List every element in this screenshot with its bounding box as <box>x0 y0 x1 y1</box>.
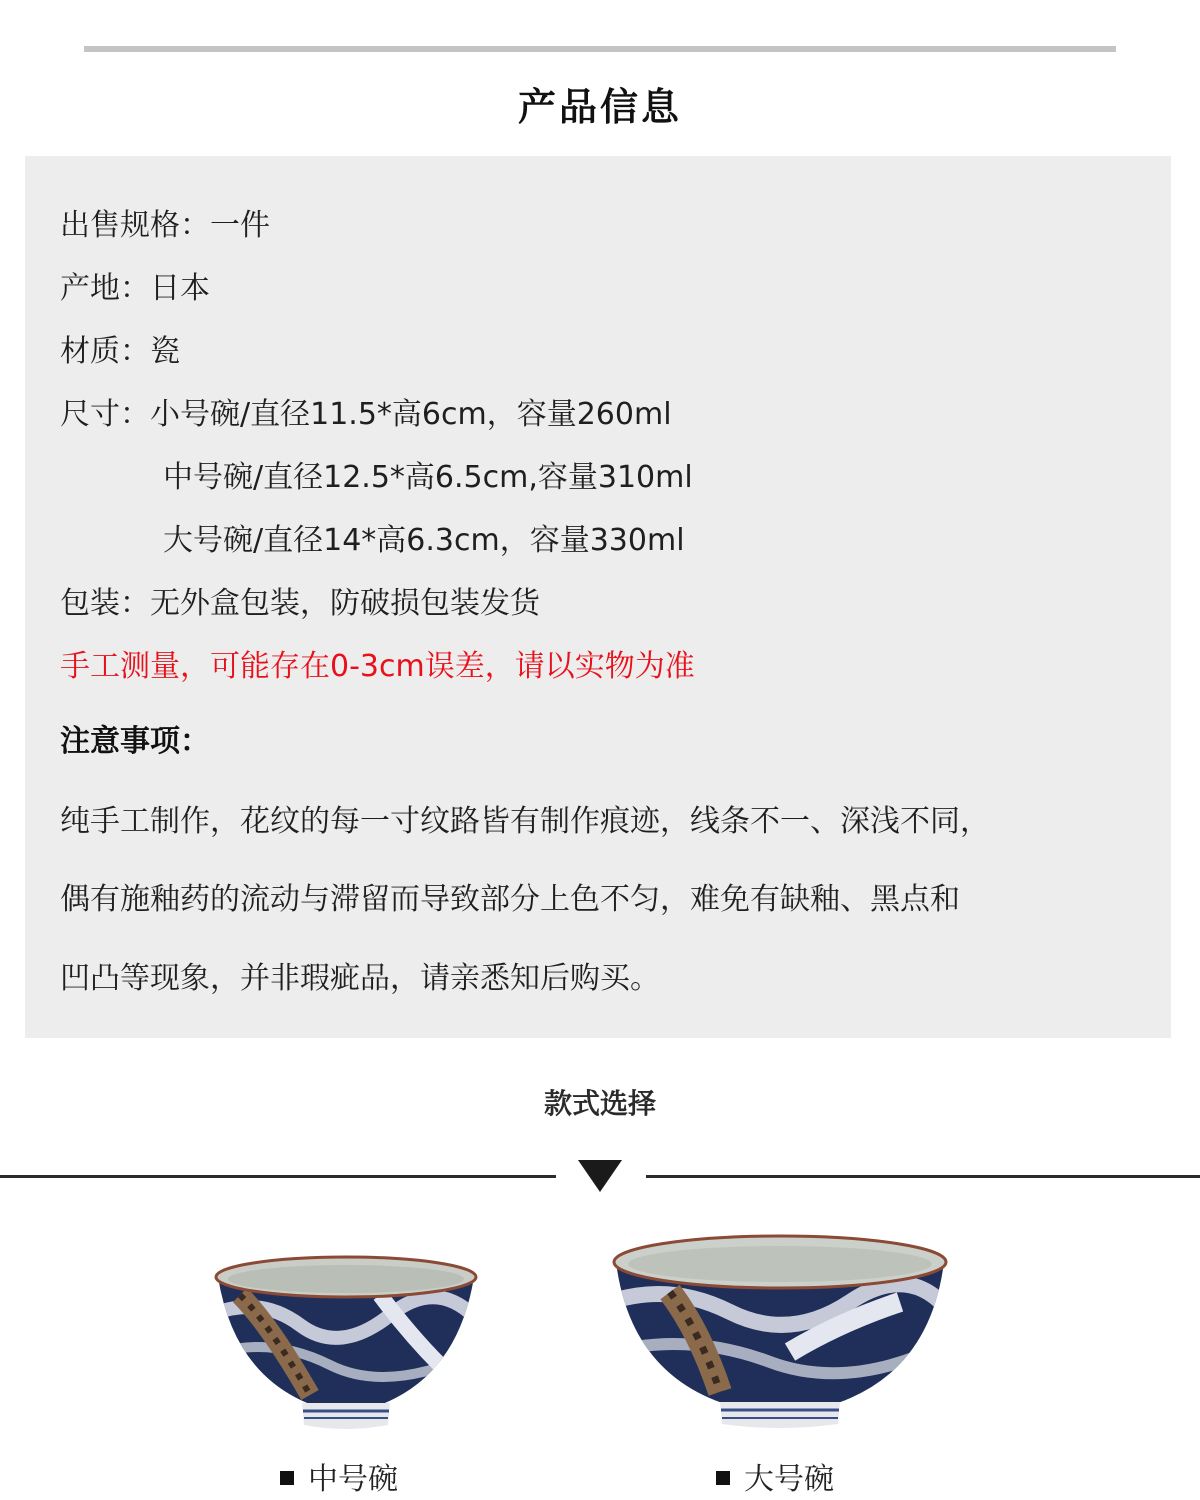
spec-sale <box>60 206 270 246</box>
spec-origin <box>60 269 210 309</box>
spec-packaging <box>60 584 540 624</box>
divider-left <box>0 1175 556 1178</box>
spec-material <box>60 332 180 372</box>
measurement-warning: 手工测量，可能存在0-3cm误差，请以实物为准 <box>60 649 695 684</box>
spec-size <box>60 395 672 435</box>
style-option-medium-label: 中号碗 <box>308 1462 398 1497</box>
style-option-large[interactable] <box>716 1462 834 1498</box>
bowl-koi-large-image[interactable] <box>610 1232 950 1432</box>
spec-material-value: 瓷 <box>150 334 180 369</box>
notes-line-1: 纯手工制作，花纹的每一寸纹路皆有制作痕迹，线条不一、深浅不同， <box>60 804 990 839</box>
spec-size-line-small: 小号碗/直径11.5*高6cm，容量260ml <box>150 397 672 432</box>
spec-packaging-value: 无外盒包装，防破损包装发货 <box>150 586 540 621</box>
spec-origin-label: 产地： <box>60 271 150 306</box>
square-bullet-icon <box>716 1471 730 1485</box>
triangle-down-icon <box>578 1160 622 1192</box>
notes-heading: 注意事项： <box>60 724 210 759</box>
spec-material-label: 材质： <box>60 334 150 369</box>
product-info-panel <box>25 156 1171 1038</box>
spec-size-line-large: 大号碗/直径14*高6.3cm，容量330ml <box>163 523 685 558</box>
divider-right <box>646 1175 1200 1178</box>
spec-size-label: 尺寸： <box>60 397 150 432</box>
style-option-large-label: 大号碗 <box>744 1462 834 1497</box>
spec-origin-value: 日本 <box>150 271 210 306</box>
style-selection-title: 款式选择 <box>543 1087 656 1120</box>
page-title: 产品信息 <box>517 85 682 129</box>
spec-size-line-medium: 中号碗/直径12.5*高6.5cm,容量310ml <box>163 460 693 495</box>
spec-sale-label: 出售规格： <box>60 208 210 243</box>
notes-line-2: 偶有施釉药的流动与滞留而导致部分上色不匀，难免有缺釉、黑点和 <box>60 882 960 917</box>
top-divider <box>84 46 1116 52</box>
bowl-koi-medium-image[interactable] <box>210 1255 482 1435</box>
spec-packaging-label: 包装： <box>60 586 150 621</box>
notes-line-3: 凹凸等现象，并非瑕疵品，请亲悉知后购买。 <box>60 961 660 996</box>
square-bullet-icon <box>280 1471 294 1485</box>
style-option-medium[interactable] <box>280 1462 398 1498</box>
spec-sale-value: 一件 <box>210 208 270 243</box>
